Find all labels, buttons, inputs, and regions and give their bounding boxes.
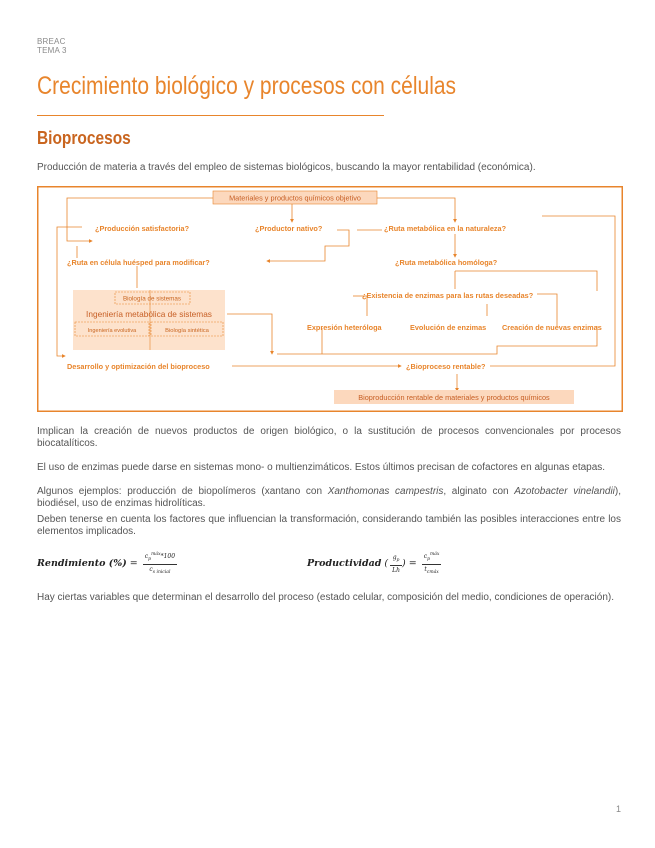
node-produccion: ¿Producción satisfactoria? [95,224,190,233]
rendimiento-fraction [143,550,177,577]
productividad-equals: = [408,558,417,570]
title-underline [37,115,384,116]
node-biologia-sistemas: Biología de sistemas [122,295,182,303]
paragraph-variables: Hay ciertas variables que determinan el desarrollo del proceso (estado celular, composición del medio, condiciones de operación). [37,592,614,603]
node-sintetica: Biología sintética [165,328,209,334]
species-azotobacter: Azotobacter vinelandii [514,486,615,497]
prod-num: c [423,553,428,560]
node-evolucion: Evolución de enzimas [410,323,487,332]
paragraph-factors: Deben tenerse en cuenta los factores que influencian la transformación, considerando también las posibles interacciones entre los elementos implicados. [37,514,621,537]
section-heading: Bioprocesos [37,128,131,148]
rend-den-sub: s inicial [152,570,171,576]
node-homologa: ¿Ruta metabólica homóloga? [395,258,498,267]
rend-num-sub: p [148,557,152,563]
bioprocess-flow-diagram [37,186,623,412]
node-creacion: Creación de nuevas enzimas [502,323,602,332]
examples-start: Algunos ejemplos: producción de biopolímeros (xantano con [37,486,328,497]
intro-paragraph: Producción de materia a través del empleo de sistemas biológicos, buscando la mayor rentabilidad (económica). [37,162,536,173]
productividad-label: Productividad [307,558,382,570]
page-title: Crecimiento biológico y procesos con células [37,72,457,100]
examples-end: ), biodiésel, uso de enzimas hidrolíticas. [37,486,622,509]
rend-den: c [149,566,153,574]
node-materiales: Materiales y productos químicos objetivo [229,193,361,203]
species-xanthomonas: Xanthomonas campestris [327,486,444,497]
paragraph-enzymes: El uso de enzimas puede darse en sistemas mono- o multienzimáticos. Estos últimos precisan de cofactores en algunas etapas. [37,462,606,473]
rend-num-tail: *100 [160,553,176,560]
node-bioproduccion: Bioproducción rentable de materiales y productos químicos [358,393,550,402]
prod-den-subsub: máx [429,570,439,576]
formula-productividad: Productividad ( $\frac{g_p}{Lh}$ ) = $\frac{c_p^{máx}}{t_{cmáx}}$ [307,552,440,576]
page-number: 1 [616,804,622,814]
node-huesped: ¿Ruta en célula huésped para modificar? [67,258,210,267]
header-topic: TEMA 3 [37,46,67,55]
node-rentable: ¿Bioproceso rentable? [406,362,486,371]
productividad-units [390,553,402,575]
prod-g-sub: p [396,557,400,563]
prod-num-sup: máx [429,552,440,557]
node-ingenieria: Ingeniería metabólica de sistemas [86,309,212,319]
paragraph-examples [37,486,621,510]
rend-num: c [144,553,149,560]
node-existencia: ¿Existencia de enzimas para las rutas deseadas? [362,291,534,300]
paragraph-creation: Implican la creación de nuevos productos de origen biológico, o la sustitución de procesos convencionales por procesos biocatalíticos. [37,426,621,449]
rend-num-sup: máx [151,552,161,557]
rendimiento-equals: = [129,558,138,570]
prod-g: g [392,553,397,561]
prod-lh: Lh [392,566,400,574]
rendimiento-label: Rendimiento (%) [37,558,127,570]
header-course: BREAC [37,37,66,46]
node-expresion: Expresión heteróloga [307,323,382,332]
formula-rendimiento [37,550,177,577]
node-nativo: ¿Productor nativo? [255,224,323,233]
examples-mid: , alginato con [443,486,515,497]
node-evolutiva: Ingeniería evolutiva [87,328,137,334]
prod-num-sub: p [427,557,430,563]
prod-den-sub: c [426,570,430,576]
productividad-fraction [422,550,442,577]
node-desarrollo: Desarrollo y optimización del bioproceso [67,362,210,371]
prod-den: t [424,566,427,574]
node-ruta-natural: ¿Ruta metabólica en la naturaleza? [384,224,507,233]
